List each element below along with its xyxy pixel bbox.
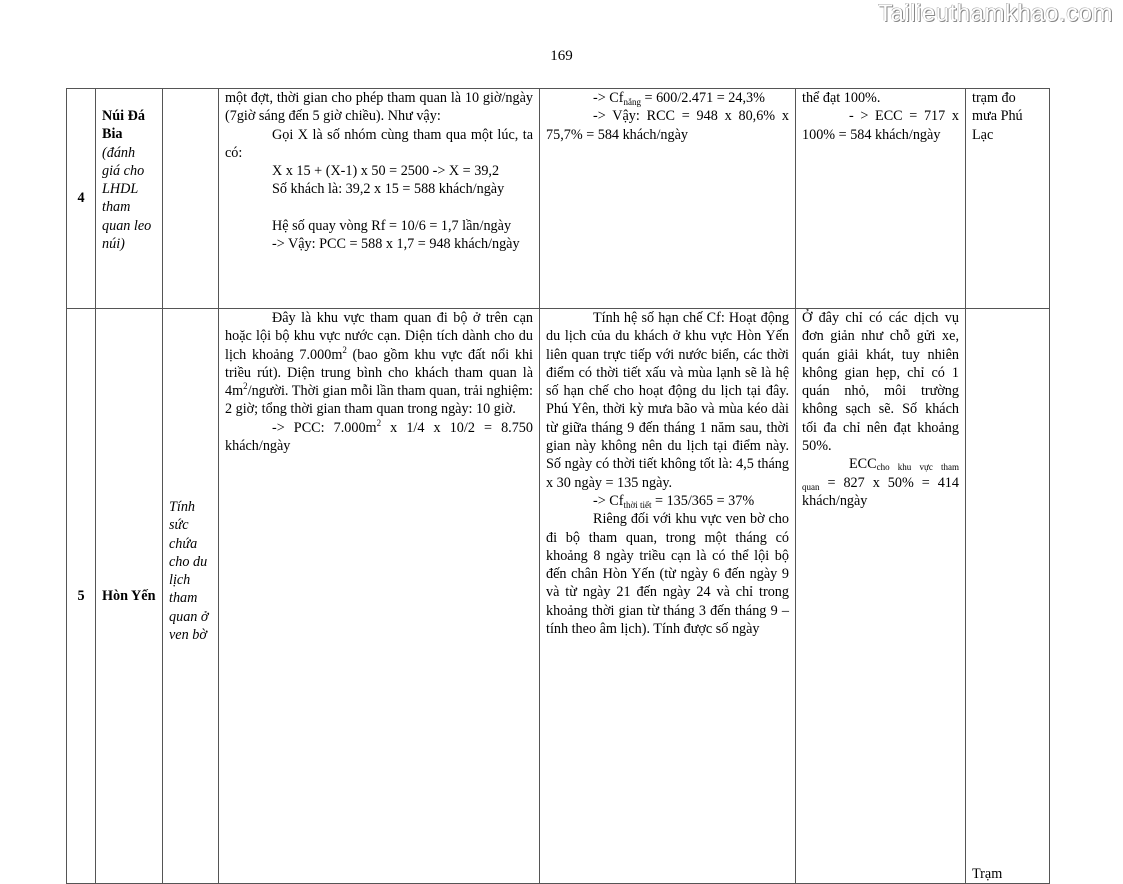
rcc-equation: -> $Cf_{thời tiết} = 135/365 = 37\%$ bbox=[593, 492, 755, 510]
row-number: 5 bbox=[67, 309, 96, 884]
source-cell: trạm đo mưa Phú Lạc bbox=[966, 89, 1050, 309]
page-number: 169 bbox=[550, 48, 573, 64]
pcc-text: một đợt, thời gian cho phép tham quan là 10 giờ/ngày (7giờ sáng đến 5 giờ chiều). Như vậy: bbox=[225, 90, 533, 125]
ecc-cell bbox=[796, 309, 966, 884]
row-number: 4 bbox=[67, 89, 96, 309]
rcc-cell bbox=[540, 89, 796, 309]
ecc-result: - > ECC = 717 x 100% = 584 khách/ngày bbox=[802, 108, 959, 143]
watermark: Tailieuthamkhao.com bbox=[878, 0, 1113, 27]
pcc-cell bbox=[219, 309, 540, 884]
ecc-text: thể đạt 100%. bbox=[802, 90, 881, 106]
subtype-cell: Tính sức chứa cho du lịch tham quan ở ven bờ bbox=[163, 309, 219, 884]
source-cell bbox=[966, 309, 1050, 884]
site-name-cell bbox=[96, 309, 163, 884]
ecc-result: $ECC_{cho khu vực tham}$ $_{quan}$ = 827 x 50% = 414 khách/ngày bbox=[802, 456, 959, 509]
rcc-cell bbox=[540, 309, 796, 884]
rcc-text: Riêng đối với khu vực ven bờ cho đi bộ tham quan, trong một tháng có khoảng 8 ngày triều cạn là có thể lội bộ đến chân Hòn Yến (từ ngày 6 đến ngày 9 và từ ngày 21 đến ngày 24 và chỉ trong khoảng thời gian từ tháng 3 đến tháng 9 – tính theo âm lịch). Tính được số ngày bbox=[546, 511, 789, 638]
source-text: Trạm bbox=[972, 865, 1003, 882]
rcc-text: -> $Cf_{nắng} = 600/2.471 = 24,3\%$ bbox=[593, 90, 765, 107]
pcc-text: Đây là khu vực tham quan đi bộ ở trên cạn hoặc lội bộ khu vực nước cạn. Diện tích dành cho du lịch khoảng $7.000m^2$ (bao gồm khu vực đất nổi khi triều rút). Diện trung bình cho khách tham quan là $4m^2$/người. Thời gian mỗi lần tham quan, trải nghiệm: 2 giờ; tổng thời gian tham quan trong ngày: 10 giờ. bbox=[225, 310, 533, 418]
table-row bbox=[67, 89, 1050, 309]
pcc-result: -> Vậy: PCC = 588 x 1,7 = 948 khách/ngày bbox=[272, 236, 520, 253]
subtype-cell bbox=[163, 89, 219, 309]
pcc-text: Hệ số quay vòng Rf = 10/6 = 1,7 lần/ngày bbox=[272, 217, 512, 234]
ecc-cell bbox=[796, 89, 966, 309]
pcc-result: -> PCC: $7.000m^2$ x 1/4 x 10/2 = 8.750 khách/ngày bbox=[225, 417, 533, 455]
site-name: Núi Đá Bia bbox=[102, 108, 145, 143]
site-name: Hòn Yến bbox=[102, 587, 156, 604]
site-name-cell bbox=[96, 89, 163, 309]
site-note: (đánh giá cho LHDL tham quan leo núi) bbox=[102, 144, 152, 253]
pcc-text: Gọi X là số nhóm cùng tham qua một lúc, ta có: bbox=[225, 126, 533, 161]
table-row bbox=[67, 309, 1050, 884]
rcc-result: -> Vậy: RCC = 948 x 80,6% x 75,7% = 584 khách/ngày bbox=[546, 108, 789, 143]
pcc-equation: X x 15 + (X-1) x 50 = 2500 -> X = 39,2 bbox=[272, 163, 500, 180]
capacity-table bbox=[66, 88, 1050, 884]
rcc-text: Tính hệ số hạn chế Cf: Hoạt động du lịch của du khách ở khu vực Hòn Yến liên quan trực tiếp với nước biển, các thời điểm có thời tiết xấu và mùa lạnh sẽ là hệ số hạn chế cho hoạt động du lịch tại đây. Phú Yên, thời kỳ mưa bão và mùa kéo dài từ giữa tháng 9 đến tháng 1 năm sau, thời gian này không nên du lịch tại điểm này. Số ngày có thời tiết không tốt là: 4,5 tháng x 30 ngày = 135 ngày. bbox=[546, 310, 789, 491]
pcc-text: Số khách là: 39,2 x 15 = 588 khách/ngày bbox=[272, 181, 505, 198]
ecc-text: Ở đây chỉ có các dịch vụ đơn giản như chỗ gửi xe, quán giải khát, tuy nhiên không gian hẹp, chỉ có 1 quán nhỏ, môi trường không sạch sẽ. Số khách tối đa chỉ nên đạt khoảng 50%. bbox=[802, 310, 959, 455]
pcc-cell bbox=[219, 89, 540, 309]
